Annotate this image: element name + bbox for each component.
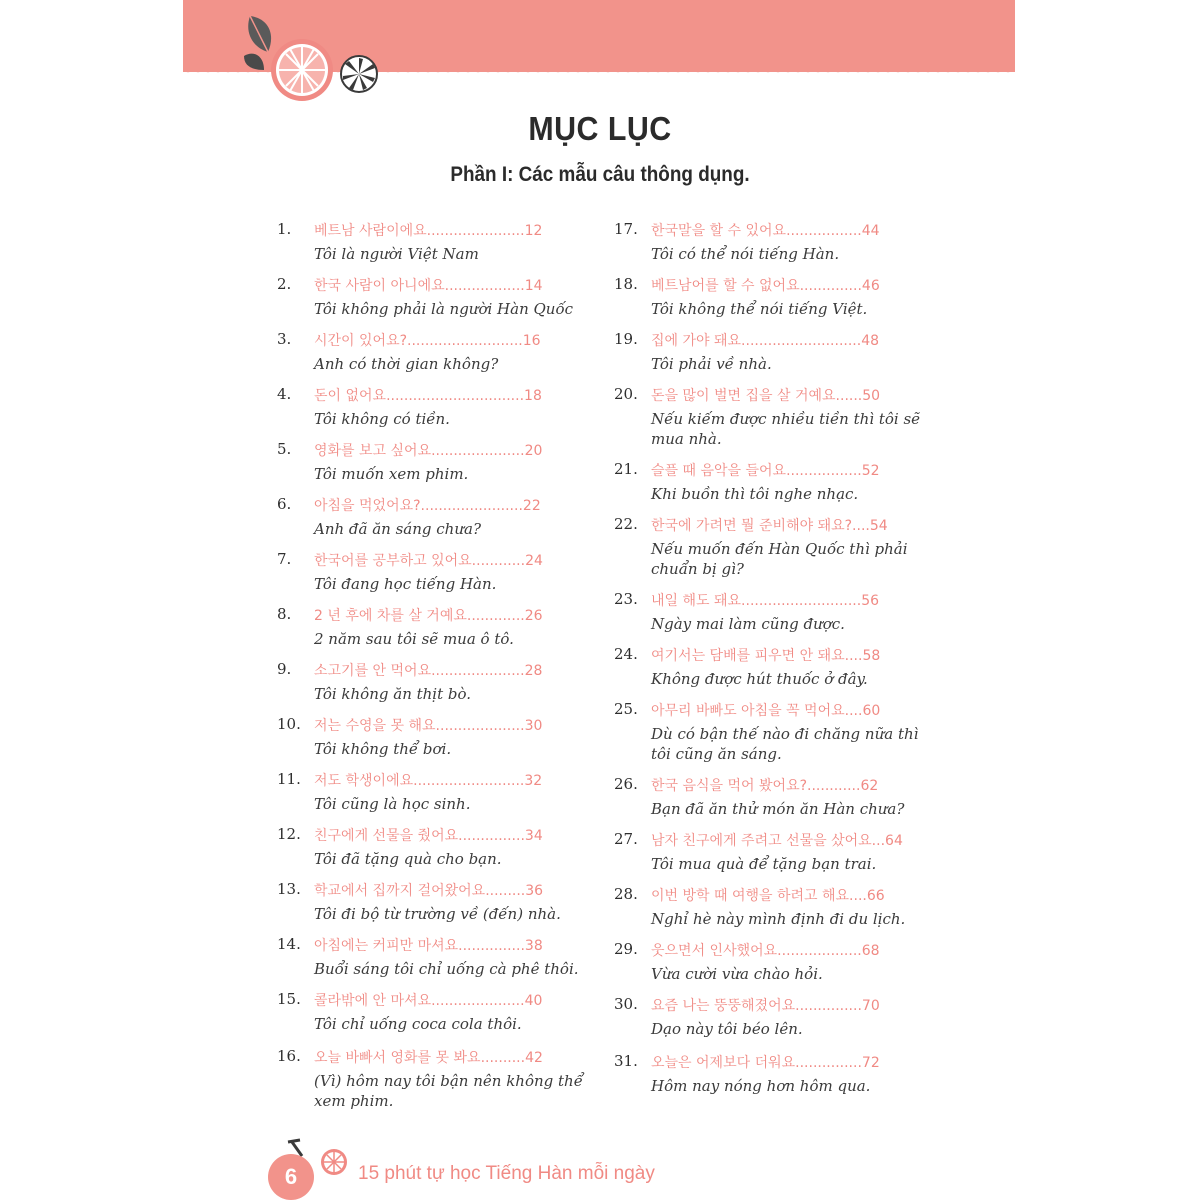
toc-entry-number: 6. <box>277 495 292 513</box>
toc-entry-number: 4. <box>277 385 292 403</box>
toc-entry-number: 22. <box>614 515 638 533</box>
toc-entry-korean: 오늘 바빠서 영화를 못 봐요. <box>314 1050 486 1066</box>
toc-entry-number: 29. <box>614 940 638 958</box>
toc-leader-dots: .............. <box>799 998 862 1014</box>
toc-entry-vietnamese: Nếu muốn đến Hàn Quốc thì phải chuẩn bị gì? <box>651 540 908 578</box>
toc-entry-number: 12. <box>277 825 301 843</box>
toc-entry-vietnamese: Tôi là người Việt Nam <box>314 245 479 263</box>
toc-entry-korean: 저도 학생이에요. <box>314 773 418 789</box>
toc-entry-number: 15. <box>277 990 301 1008</box>
toc-entry-korean-line <box>651 515 888 535</box>
toc-entry-korean: 친구에게 선물을 줬어요. <box>314 828 463 844</box>
toc-entry-page: 36 <box>525 883 544 899</box>
toc-leader-dots: ......... <box>485 1050 526 1066</box>
toc-entry-vietnamese: Tôi không phải là người Hàn Quốc <box>314 300 574 318</box>
toc-leader-dots: ..................... <box>431 443 525 459</box>
toc-entry-page: 66 <box>866 888 885 904</box>
toc-entry-korean: 돈이 없어요 <box>314 388 387 404</box>
toc-entry-page: 58 <box>862 648 881 664</box>
toc-entry-number: 10. <box>277 715 301 733</box>
toc-entry-korean-line <box>314 440 542 460</box>
toc-entry-number: 14. <box>277 935 301 953</box>
toc-entry-korean: 아침을 먹었어요?. <box>314 498 425 514</box>
toc-entry-korean-line <box>651 995 880 1015</box>
toc-entry-page: 34 <box>524 828 543 844</box>
toc-entry-korean: 한국어를 공부하고 있어요 <box>314 553 472 569</box>
toc-entry-number: 24. <box>614 645 638 663</box>
toc-entry-korean: 요즘 나는 뚱뚱해졌어요. <box>651 998 800 1014</box>
toc-leader-dots: .......................... <box>407 333 523 349</box>
toc-leader-dots: ........ <box>489 883 526 899</box>
toc-entry-page: 70 <box>861 998 880 1014</box>
toc-entry-number: 18. <box>614 275 638 293</box>
toc-entry-korean-line <box>314 605 543 625</box>
toc-leader-dots: ...................... <box>425 498 523 514</box>
toc-entry-korean: 웃으면서 인사했어요. <box>651 943 782 959</box>
toc-leader-dots: ................ <box>790 463 862 479</box>
grapefruit-slice-small-icon <box>320 1148 348 1176</box>
toc-entry-korean-line <box>651 775 878 795</box>
toc-entry-page: 72 <box>861 1055 880 1071</box>
toc-entry-vietnamese: Tôi có thể nói tiếng Hàn. <box>651 245 840 263</box>
toc-entry-number: 26. <box>614 775 638 793</box>
toc-leader-dots: ... <box>853 888 867 904</box>
toc-entry-korean-line <box>314 990 542 1010</box>
section-subtitle: Phần I: Các mẫu câu thông dụng. <box>450 163 750 186</box>
page-number-badge: 6 <box>268 1154 314 1200</box>
toc-entry-korean: 저는 수영을 못 해요. <box>314 718 440 734</box>
toc-entry-vietnamese: Dạo này tôi béo lên. <box>651 1020 803 1038</box>
toc-entry-vietnamese: Nếu kiếm được nhiều tiền thì tôi sẽ mua nhà. <box>651 410 921 448</box>
toc-entry-korean-line <box>314 330 541 350</box>
toc-entry-number: 20. <box>614 385 638 403</box>
toc-entry-page: 52 <box>861 463 880 479</box>
toc-leader-dots: .... <box>844 648 863 664</box>
toc-entry-korean-line <box>314 715 542 735</box>
toc-entry-vietnamese: Tôi đi bộ từ trường về (đến) nhà. <box>314 905 561 923</box>
toc-entry-korean: 한국 사람이 아니에요 <box>314 278 445 294</box>
toc-leader-dots: .............. <box>462 938 525 954</box>
toc-entry-vietnamese: Tôi phải về nhà. <box>651 355 772 373</box>
toc-entry-number: 5. <box>277 440 292 458</box>
toc-entry-number: 30. <box>614 995 638 1013</box>
toc-entry-korean-line <box>651 590 879 610</box>
toc-entry-vietnamese: Tôi không thể nói tiếng Việt. <box>651 300 868 318</box>
toc-entry-vietnamese: 2 năm sau tôi sẽ mua ô tô. <box>314 630 514 648</box>
toc-leader-dots: ............. <box>804 278 862 294</box>
toc-entry-vietnamese: (Vì) hôm nay tôi bận nên không thể xem phim. <box>314 1072 583 1110</box>
toc-leader-dots: ................... <box>440 718 525 734</box>
toc-leader-dots: .......................... <box>745 593 862 609</box>
toc-entry-page: 40 <box>524 993 543 1009</box>
toc-entry-korean-line <box>314 220 542 240</box>
toc-entry-korean-line <box>651 645 880 665</box>
book-title-footer: 15 phút tự học Tiếng Hàn mỗi ngày <box>358 1163 655 1184</box>
toc-entry-korean-line <box>651 700 880 720</box>
toc-entry-korean: 여기서는 담배를 피우면 안 돼요 <box>651 648 845 664</box>
toc-entry-korean-line <box>651 330 879 350</box>
toc-leader-dots: .................. <box>444 278 525 294</box>
toc-entry-number: 11. <box>277 770 301 788</box>
toc-entry-number: 16. <box>277 1047 301 1065</box>
toc-entry-korean: 슬플 때 음악을 들어요. <box>651 463 791 479</box>
toc-entry-korean-line <box>314 935 543 955</box>
toc-entry-vietnamese: Buổi sáng tôi chỉ uống cà phê thôi. <box>314 960 579 978</box>
toc-entry-number: 9. <box>277 660 292 678</box>
toc-entry-vietnamese: Tôi không có tiền. <box>314 410 450 428</box>
toc-entry-number: 27. <box>614 830 638 848</box>
toc-entry-vietnamese: Nghỉ hè này mình định đi du lịch. <box>651 910 906 928</box>
toc-entry-korean: 오늘은 어제보다 더워요. <box>651 1055 800 1071</box>
toc-entry-page: 24 <box>525 553 543 569</box>
toc-leader-dots: .................... <box>435 993 525 1009</box>
toc-entry-korean: 집에 가야 돼요. <box>651 333 746 349</box>
toc-entry-page: 32 <box>524 773 543 789</box>
toc-entry-korean: 내일 해도 돼요. <box>651 593 746 609</box>
toc-entry-korean-line <box>651 1052 880 1072</box>
toc-leader-dots: .... <box>844 703 863 719</box>
toc-entry-vietnamese: Khi buồn thì tôi nghe nhạc. <box>651 485 859 503</box>
toc-entry-korean: 아무리 바빠도 아침을 꼭 먹어요 <box>651 703 845 719</box>
toc-entry-page: 26 <box>524 608 543 624</box>
toc-entry-page: 64 <box>885 833 903 849</box>
toc-entry-korean-line <box>651 940 880 960</box>
toc-entry-page: 38 <box>524 938 543 954</box>
toc-entry-page: 48 <box>861 333 880 349</box>
toc-entry-page: 54 <box>869 518 888 534</box>
toc-entry-vietnamese: Tôi chỉ uống coca cola thôi. <box>314 1015 522 1033</box>
toc-entry-page: 20 <box>524 443 543 459</box>
toc-entry-number: 25. <box>614 700 638 718</box>
toc-entry-number: 17. <box>614 220 638 238</box>
dark-citrus-slice-icon <box>340 55 378 93</box>
toc-entry-korean: 돈을 많이 벌면 집을 살 거예요. <box>651 388 840 404</box>
toc-leader-dots: ............ <box>807 778 861 794</box>
toc-entry-korean-line <box>314 770 542 790</box>
page-title: MỤC LỤC <box>528 110 672 147</box>
toc-entry-vietnamese: Vừa cười vừa chào hỏi. <box>651 965 823 983</box>
toc-leader-dots: ... <box>856 518 870 534</box>
toc-entry-korean-line <box>314 385 542 405</box>
toc-entry-vietnamese: Dù có bận thế nào đi chăng nữa thì tôi cũng ăn sáng. <box>651 725 919 763</box>
toc-entry-vietnamese: Tôi cũng là học sinh. <box>314 795 471 813</box>
toc-entry-page: 44 <box>861 223 880 239</box>
toc-leader-dots: ..... <box>840 388 863 404</box>
toc-leader-dots: .............. <box>799 1055 862 1071</box>
toc-entry-page: 12 <box>524 223 543 239</box>
toc-entry-page: 18 <box>524 388 542 404</box>
toc-leader-dots: ...................... <box>426 223 525 239</box>
toc-entry-vietnamese: Không được hút thuốc ở đây. <box>651 670 868 688</box>
toc-entry-korean-line <box>651 830 903 850</box>
toc-entry-korean-line <box>651 220 880 240</box>
toc-entry-korean-line <box>314 275 543 295</box>
toc-entry-vietnamese: Tôi không ăn thịt bò. <box>314 685 472 703</box>
toc-entry-korean: 소고기를 안 먹어요 <box>314 663 432 679</box>
toc-entry-page: 30 <box>524 718 543 734</box>
toc-entry-page: 42 <box>525 1050 543 1066</box>
toc-entry-number: 28. <box>614 885 638 903</box>
toc-leader-dots: ..................... <box>431 663 525 679</box>
toc-entry-number: 3. <box>277 330 292 348</box>
toc-entry-korean-line <box>314 1047 543 1067</box>
grapefruit-slice-icon <box>270 38 334 102</box>
toc-entry-number: 31. <box>614 1052 638 1070</box>
toc-entry-number: 7. <box>277 550 292 568</box>
toc-entry-vietnamese: Tôi muốn xem phim. <box>314 465 469 483</box>
toc-entry-page: 50 <box>862 388 881 404</box>
toc-entry-korean: 한국에 가려면 뭘 준비해야 돼요?. <box>651 518 857 534</box>
toc-entry-page: 62 <box>860 778 879 794</box>
toc-entry-page: 14 <box>524 278 543 294</box>
toc-entry-korean-line <box>651 460 880 480</box>
toc-entry-korean: 학교에서 집까지 걸어왔어요. <box>314 883 490 899</box>
toc-entry-page: 68 <box>861 943 880 959</box>
toc-entry-vietnamese: Anh đã ăn sáng chưa? <box>314 520 481 538</box>
toc-entry-number: 19. <box>614 330 638 348</box>
toc-entry-korean: 베트남어를 할 수 없어요. <box>651 278 805 294</box>
toc-entry-page: 56 <box>861 593 880 609</box>
toc-entry-korean-line <box>314 880 543 900</box>
toc-leader-dots: .............. <box>462 828 525 844</box>
toc-entry-number: 23. <box>614 590 638 608</box>
toc-entry-korean: 한국 음식을 먹어 봤어요? <box>651 778 808 794</box>
toc-entry-page: 22 <box>522 498 541 514</box>
toc-leader-dots: ............ <box>471 553 526 569</box>
toc-entry-korean: 2 년 후에 차를 살 거예요. <box>314 608 472 624</box>
toc-entry-page: 46 <box>861 278 880 294</box>
toc-entry-number: 13. <box>277 880 301 898</box>
toc-leader-dots: .................. <box>781 943 862 959</box>
toc-entry-number: 2. <box>277 275 292 293</box>
toc-entry-vietnamese: Anh có thời gian không? <box>314 355 499 373</box>
toc-entry-korean: 이번 방학 때 여행을 하려고 해요. <box>651 888 854 904</box>
toc-leader-dots: ........................ <box>417 773 525 789</box>
toc-entry-korean: 아침에는 커피만 마셔요. <box>314 938 463 954</box>
toc-entry-korean-line <box>314 550 543 570</box>
toc-entry-korean-line <box>651 385 880 405</box>
toc-entry-korean: 영화를 보고 싶어요 <box>314 443 432 459</box>
toc-entry-korean: 콜라밖에 안 마셔요. <box>314 993 436 1009</box>
toc-entry-number: 21. <box>614 460 638 478</box>
toc-entry-vietnamese: Tôi đã tặng quà cho bạn. <box>314 850 502 868</box>
toc-leader-dots: ............................... <box>386 388 525 404</box>
toc-entry-vietnamese: Tôi không thể bơi. <box>314 740 452 758</box>
toc-entry-korean-line <box>314 825 543 845</box>
toc-entry-vietnamese: Tôi đang học tiếng Hàn. <box>314 575 497 593</box>
toc-entry-korean: 남자 친구에게 주려고 선물을 샀어요 <box>651 833 872 849</box>
toc-leader-dots: .......................... <box>745 333 862 349</box>
toc-entry-vietnamese: Bạn đã ăn thử món ăn Hàn chưa? <box>651 800 905 818</box>
toc-leader-dots: ............ <box>471 608 525 624</box>
toc-entry-korean-line <box>314 495 541 515</box>
toc-entry-korean: 시간이 있어요? <box>314 333 408 349</box>
toc-entry-vietnamese: Ngày mai làm cũng được. <box>651 615 845 633</box>
toc-leader-dots: ... <box>871 833 886 849</box>
toc-entry-vietnamese: Tôi mua quà để tặng bạn trai. <box>651 855 877 873</box>
toc-entry-number: 1. <box>277 220 292 238</box>
toc-entry-korean: 한국말을 할 수 있어요. <box>651 223 791 239</box>
toc-entry-page: 28 <box>524 663 543 679</box>
toc-entry-korean: 베트남 사람이에요 <box>314 223 427 239</box>
toc-entry-page: 16 <box>522 333 541 349</box>
toc-entry-page: 60 <box>862 703 881 719</box>
toc-leader-dots: ................ <box>790 223 862 239</box>
toc-entry-korean-line <box>651 885 885 905</box>
toc-entry-number: 8. <box>277 605 292 623</box>
toc-entry-vietnamese: Hôm nay nóng hơn hôm qua. <box>651 1077 871 1095</box>
toc-entry-korean-line <box>651 275 880 295</box>
toc-entry-korean-line <box>314 660 542 680</box>
